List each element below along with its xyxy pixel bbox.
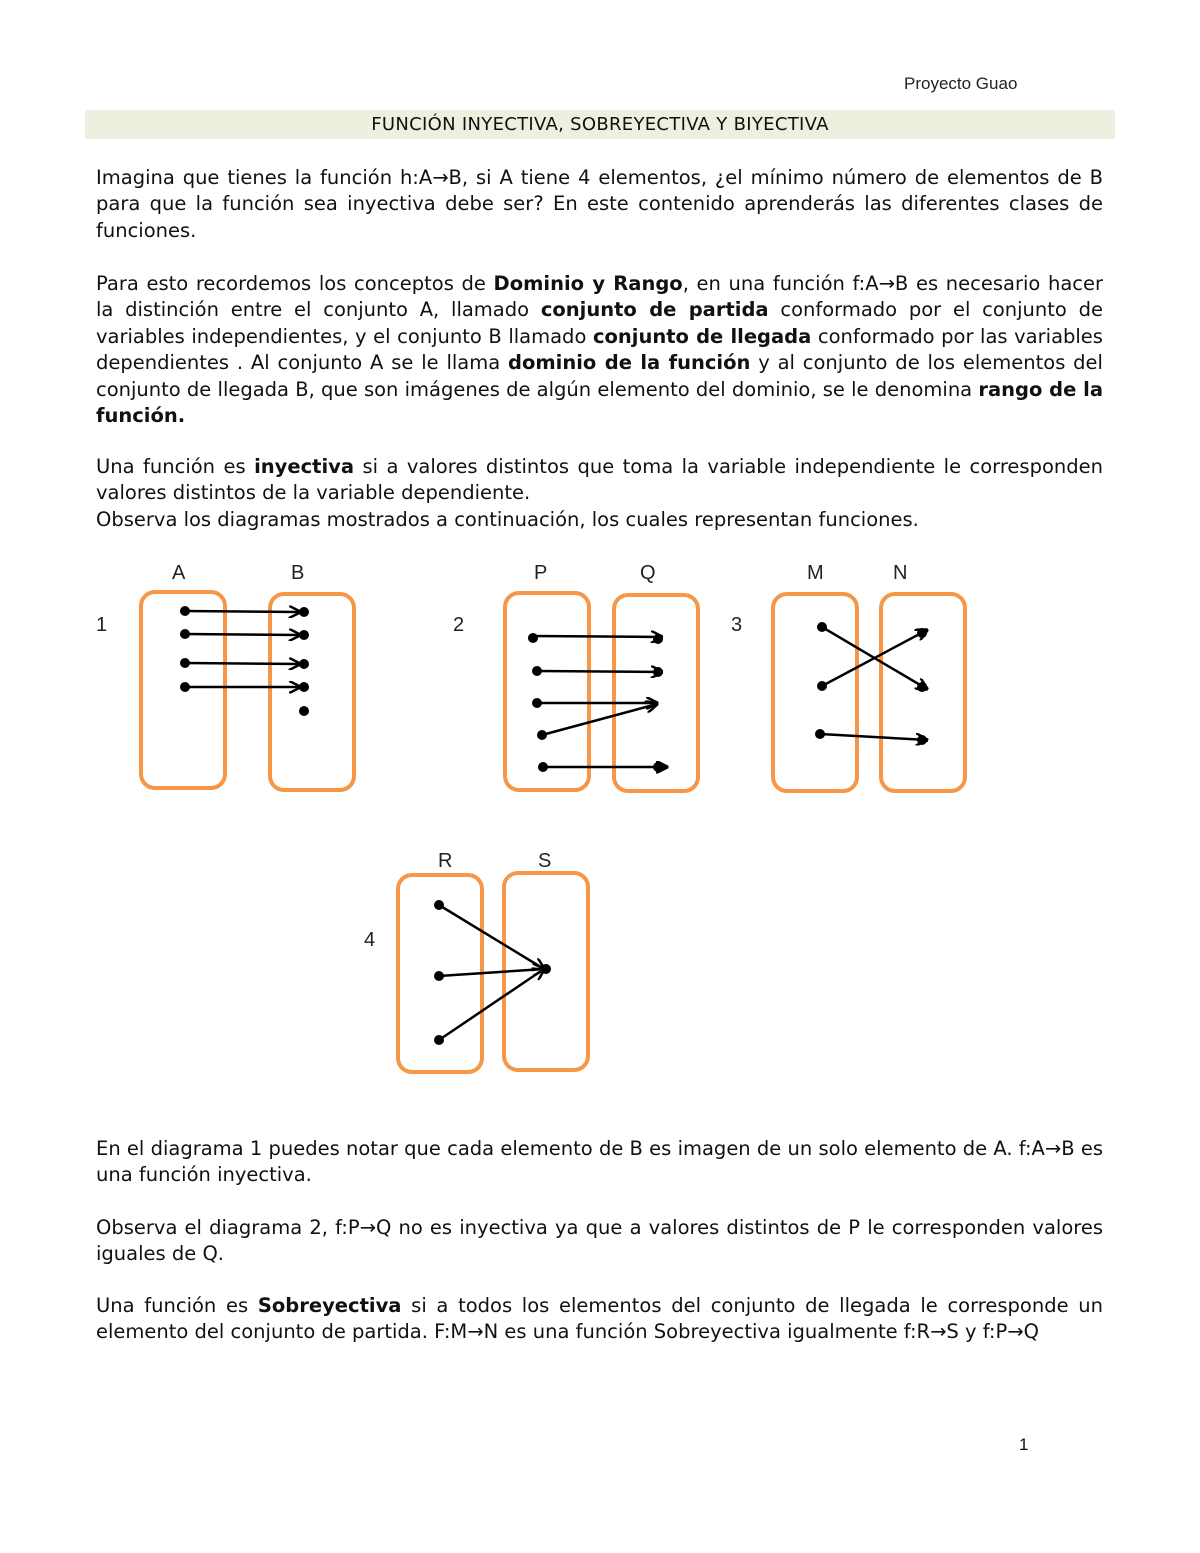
text: conformado por las variables dependientes . Al conjunto A se le llama	[96, 324, 1103, 375]
diagram-1-number: 1	[96, 614, 108, 636]
bold-term: dominio de la función	[508, 351, 751, 375]
diagram-4-set-s-label: S	[538, 850, 552, 872]
page-number: 1	[1019, 1435, 1029, 1454]
diagram-1-set-b-box	[270, 594, 354, 790]
body-section-3	[96, 1293, 1103, 1346]
bold-term: conjunto de partida	[540, 298, 769, 322]
text: si a valores distintos que toma la variable independiente le corresponden valores distintos de la variable dependiente.	[96, 455, 1103, 505]
text: y al conjunto de los elementos del conjunto de llegada B, que son imágenes de algún elemento del dominio, se le denomina	[96, 351, 1103, 401]
bold-term: rango de la función.	[96, 377, 1103, 428]
diagram-1-set-a-label: A	[172, 562, 186, 584]
diagram-4-set-r-label: R	[438, 850, 453, 872]
diagram-3-set-n-box	[881, 594, 965, 791]
diagram-3-set-m-box	[773, 594, 857, 791]
text: conformado por el conjunto de variables independientes, y el conjunto B llamado	[96, 298, 1103, 348]
text: Una función es	[96, 455, 255, 478]
diagram-2-set-p-label: P	[534, 562, 548, 584]
body-section-2	[96, 1215, 1103, 1268]
bold-term: inyectiva	[254, 455, 355, 478]
diagram-2-set-p-box	[505, 593, 589, 790]
body-section-1	[96, 1136, 1103, 1189]
bold-term: conjunto de llegada	[592, 324, 812, 348]
body-paragraph-diagram-1: En el diagrama 1 puedes notar que cada elemento de B es imagen de un solo elemento de A. f:A→B es una función inyectiva.	[96, 1137, 1103, 1187]
intro-paragraph-1: Imagina que tienes la función h:A→B, si A tiene 4 elementos, ¿el mínimo número de elementos de B para que la función sea inyectiva debe ser? En este contenido aprenderás las diferentes clases de funciones.	[96, 166, 1103, 242]
diagram-3-set-m-label: M	[807, 562, 824, 584]
diagram-arrows	[185, 611, 927, 1040]
diagram-2-set-q-label: Q	[640, 562, 656, 584]
text: Para esto recordemos los conceptos de	[96, 272, 494, 295]
diagram-3-set-n-label: N	[893, 562, 908, 584]
body-paragraph-diagram-2: Observa el diagrama 2, f:P→Q no es inyectiva ya que a valores distintos de P le corresponden valores iguales de Q.	[96, 1216, 1103, 1266]
intro-paragraph-4: Observa los diagramas mostrados a continuación, los cuales representan funciones.	[96, 507, 919, 531]
text: Una función es	[96, 1294, 258, 1317]
body-paragraph-sobreyectiva	[96, 1293, 1103, 1346]
diagram-4-number: 4	[364, 929, 376, 951]
diagram-3-number: 3	[731, 614, 743, 636]
bold-term: Sobreyectiva	[257, 1294, 402, 1317]
text: , en una función f:A→B es necesario hacer la distinción entre el conjunto A, llamado	[96, 272, 1104, 322]
text: si a todos los elementos del conjunto de llegada le corresponde un elemento del conjunto de partida. F:M→N es una función Sobreyectiva igualmente f:R→S y f:P→Q	[96, 1294, 1103, 1344]
diagram-2-set-q-box	[614, 595, 698, 791]
diagram-2-number: 2	[453, 614, 465, 636]
header-project: Proyecto Guao	[904, 74, 1018, 93]
page-title: FUNCIÓN INYECTIVA, SOBREYECTIVA Y BIYECTIVA	[85, 110, 1115, 139]
bold-term: Dominio y Rango	[493, 272, 683, 295]
diagram-1-set-b-label: B	[291, 562, 305, 584]
